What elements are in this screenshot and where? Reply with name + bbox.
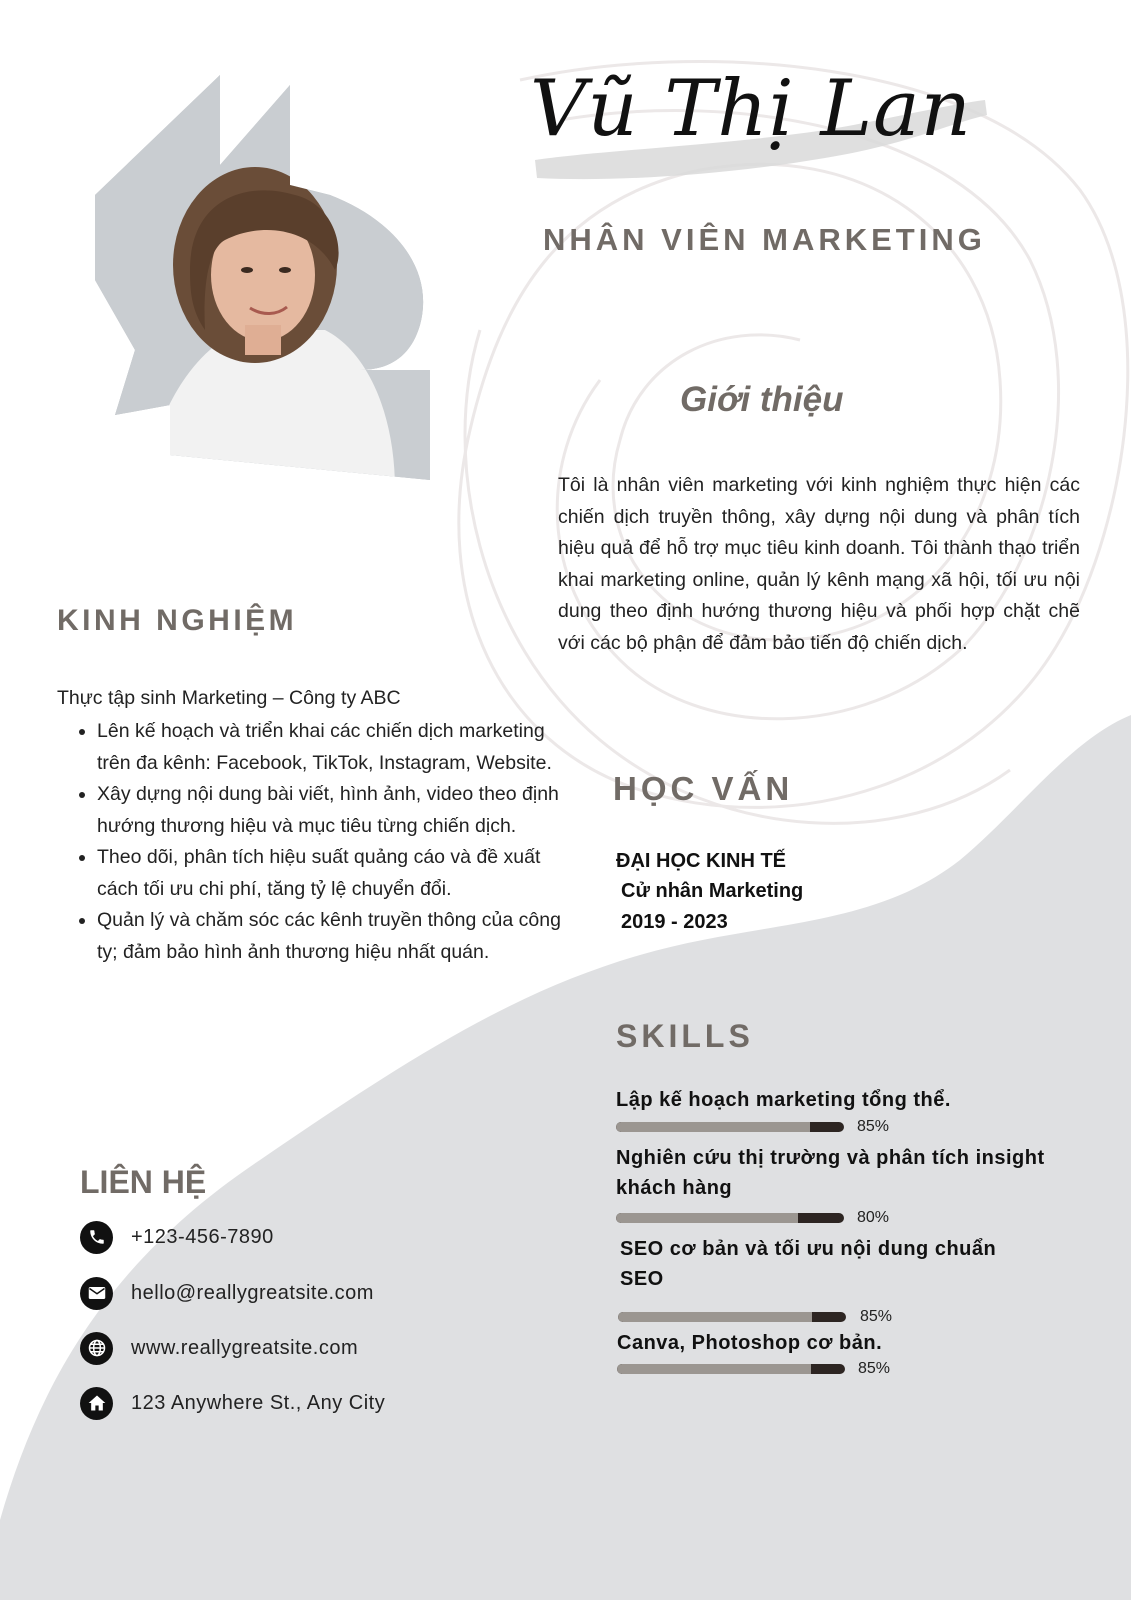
experience-company: Thực tập sinh Marketing – Công ty ABC [57,687,401,709]
skill-label: Lập kế hoạch marketing tổng thể. [616,1089,951,1111]
contact-phone-text: +123-456-7890 [131,1225,274,1248]
experience-heading: KINH NGHIỆM [57,604,298,637]
experience-item: • Theo dõi, phân tích hiệu suất quảng cáo và đề xuất cách tối ưu chi phí, tăng tỷ lệ chuyển đổi. [97,842,567,905]
experience-list [57,716,567,968]
experience-item: • Lên kế hoạch và triển khai các chiến dịch marketing trên đa kênh: Facebook, TikTok, Instagram, Website. [97,716,567,779]
skill-percent: 85% [860,1308,893,1325]
experience-item: • Xây dựng nội dung bài viết, hình ảnh, video theo định hướng thương hiệu và mục tiêu từng chiến dịch. [97,779,567,842]
skill-percent: 85% [858,1360,891,1377]
contact-email-text[interactable]: hello@reallygreatsite.com [131,1281,374,1304]
education-heading: HỌC VẤN [613,770,794,807]
skill-bar [617,1364,845,1374]
education-degree: Cử nhân Marketing [621,880,804,902]
skill-bar [618,1312,846,1322]
phone-icon [80,1221,113,1254]
contact-phone [80,1220,480,1254]
contact-website-text[interactable]: www.reallygreatsite.com [131,1336,359,1359]
contact-heading: LIÊN HỆ [80,1164,207,1200]
globe-icon [80,1332,113,1365]
candidate-name: Vũ Thị Lan [530,64,972,154]
intro-text: Tôi là nhân viên marketing với kinh nghiệm thực hiện các chiến dịch truyền thông, xây dựng nội dung và phân tích hiệu quả để hỗ trợ mục tiêu kinh doanh. Tôi thành thạo triển khai marketing online, quản lý kênh mạng xã hội, tối ưu nội dung theo định hướng thương hiệu và phối hợp chặt chẽ với các bộ phận để đảm bảo tiến độ chiến dịch. [558,474,1080,654]
skill-label: Canva, Photoshop cơ bản. [617,1332,883,1354]
profile-photo [95,70,435,490]
skill-label: SEO cơ bản và tối ưu nội dung chuẩn SEO [620,1238,997,1290]
skills-heading: SKILLS [616,1018,754,1054]
skill-bar [616,1122,844,1132]
skill-bar-fill [618,1312,812,1322]
skill-bar-fill [617,1364,811,1374]
contact-email [80,1276,480,1310]
contact-website [80,1331,480,1365]
contact-address [80,1386,480,1420]
education-years: 2019 - 2023 [621,911,728,933]
skill-bar [616,1213,844,1223]
skill-percent: 80% [857,1209,890,1226]
intro-heading: Giới thiệu [680,380,844,419]
job-title: NHÂN VIÊN MARKETING [543,222,986,257]
mail-icon [80,1277,113,1310]
skill-bar-fill [616,1213,798,1223]
skill-label: Nghiên cứu thị trường và phân tích insight khách hàng [616,1147,1045,1199]
skill-bar-fill [616,1122,810,1132]
contact-address-text: 123 Anywhere St., Any City [131,1391,386,1414]
skill-percent: 85% [857,1118,890,1135]
home-icon [80,1387,113,1420]
experience-item: • Quản lý và chăm sóc các kênh truyền thông của công ty; đảm bảo hình ảnh thương hiệu nhất quán. [97,905,567,968]
education-school: ĐẠI HỌC KINH TẾ [616,850,786,872]
